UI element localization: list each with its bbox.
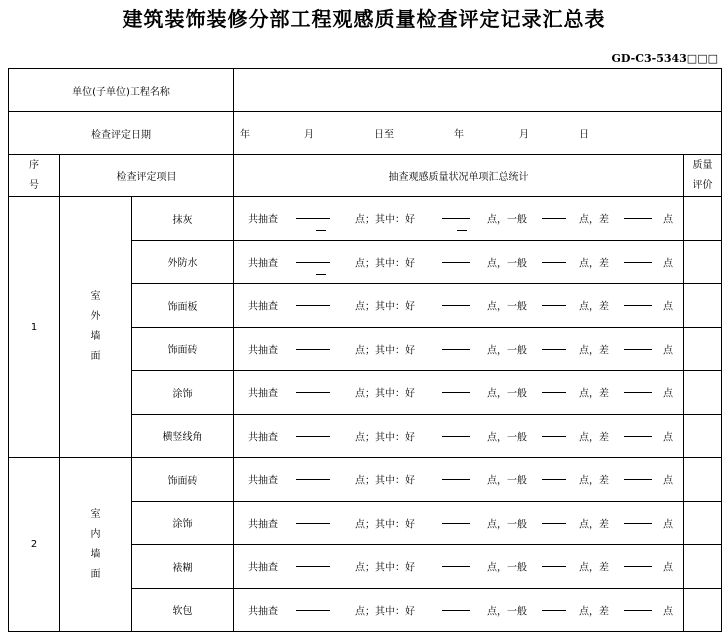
label-normal: 点，一般: [487, 519, 527, 531]
label-bad: 点，差: [579, 606, 609, 618]
item-row: [9, 458, 722, 502]
count-good-blank[interactable]: [442, 479, 470, 480]
label-normal: 点，一般: [487, 388, 527, 400]
label-total: 共抽查: [248, 301, 278, 313]
evaluation-cell[interactable]: [684, 588, 722, 632]
item-header: 检查评定项目: [60, 155, 234, 197]
count-normal-blank[interactable]: [542, 349, 566, 350]
inspection-date-label: 检查评定日期: [9, 112, 234, 155]
count-total-blank[interactable]: [296, 305, 330, 306]
label-bad: 点，差: [579, 519, 609, 531]
label-points: 点: [663, 258, 673, 270]
stat-cell: [234, 197, 684, 241]
count-total-blank[interactable]: [296, 479, 330, 480]
item-name: 饰面板: [132, 284, 234, 328]
count-good-blank[interactable]: [442, 392, 470, 393]
label-bad: 点，差: [579, 345, 609, 357]
date-day-start: 日至: [374, 129, 394, 141]
label-points: 点: [663, 475, 673, 487]
count-bad-blank[interactable]: [624, 305, 652, 306]
label-good: 点；其中：好: [355, 432, 415, 444]
date-month-end: 月: [519, 129, 529, 141]
stat-cell: [234, 588, 684, 632]
stat-cell: [234, 240, 684, 284]
count-total-blank[interactable]: [296, 392, 330, 393]
count-good-blank[interactable]: [442, 349, 470, 350]
count-total-blank[interactable]: [296, 523, 330, 524]
stat-cell: [234, 414, 684, 458]
evaluation-cell[interactable]: [684, 284, 722, 328]
count-total-blank[interactable]: [296, 610, 330, 611]
count-normal-blank[interactable]: [542, 610, 566, 611]
label-bad: 点，差: [579, 258, 609, 270]
count-total-blank[interactable]: [296, 566, 330, 567]
item-row: [9, 197, 722, 241]
label-good: 点；其中：好: [355, 475, 415, 487]
count-good-blank[interactable]: [442, 436, 470, 437]
count-bad-blank[interactable]: [624, 436, 652, 437]
count-normal-blank[interactable]: [542, 305, 566, 306]
summary-table: [8, 68, 722, 632]
label-points: 点: [663, 388, 673, 400]
count-normal-blank[interactable]: [542, 566, 566, 567]
label-points: 点: [663, 519, 673, 531]
label-points: 点: [663, 606, 673, 618]
label-total: 共抽查: [248, 258, 278, 270]
count-normal-blank[interactable]: [542, 262, 566, 263]
evaluation-header: 质量 评价: [684, 155, 722, 197]
label-total: 共抽查: [248, 345, 278, 357]
count-good-blank[interactable]: [442, 305, 470, 306]
label-normal: 点，一般: [487, 606, 527, 618]
label-points: 点: [663, 301, 673, 313]
label-total: 共抽查: [248, 214, 278, 226]
label-points: 点: [663, 214, 673, 226]
project-name-label: 单位(子单位)工程名称: [9, 69, 234, 112]
label-normal: 点，一般: [487, 475, 527, 487]
count-bad-blank[interactable]: [624, 523, 652, 524]
label-points: 点: [663, 432, 673, 444]
label-total: 共抽查: [248, 475, 278, 487]
label-total: 共抽查: [248, 606, 278, 618]
date-year-end: 年: [454, 129, 464, 141]
group-seq: 2: [9, 458, 60, 632]
item-name: 抹灰: [132, 197, 234, 241]
label-good: 点；其中：好: [355, 562, 415, 574]
count-good-blank[interactable]: [442, 523, 470, 524]
label-normal: 点，一般: [487, 301, 527, 313]
count-good-blank[interactable]: [442, 218, 470, 219]
stats-header: 抽查观感质量状况单项汇总统计: [234, 155, 684, 197]
label-normal: 点，一般: [487, 214, 527, 226]
evaluation-cell[interactable]: [684, 240, 722, 284]
group-name: 室 内 墙 面: [60, 458, 132, 632]
label-total: 共抽查: [248, 388, 278, 400]
item-name: 涂饰: [132, 371, 234, 415]
date-year-start: 年: [240, 129, 250, 141]
label-good: 点；其中：好: [355, 606, 415, 618]
inspection-date-field[interactable]: [234, 112, 722, 155]
count-bad-blank[interactable]: [624, 392, 652, 393]
stat-cell: [234, 371, 684, 415]
label-total: 共抽查: [248, 519, 278, 531]
form-title: 建筑装饰装修分部工程观感质量检查评定记录汇总表: [122, 7, 606, 31]
count-normal-blank[interactable]: [542, 523, 566, 524]
count-bad-blank[interactable]: [624, 349, 652, 350]
label-bad: 点，差: [579, 301, 609, 313]
item-name: 外防水: [132, 240, 234, 284]
seq-header: 序 号: [9, 155, 60, 197]
item-name: 横竖线角: [132, 414, 234, 458]
label-points: 点: [663, 562, 673, 574]
evaluation-cell[interactable]: [684, 501, 722, 545]
label-good: 点；其中：好: [355, 214, 415, 226]
label-normal: 点，一般: [487, 345, 527, 357]
count-normal-blank[interactable]: [542, 218, 566, 219]
label-total: 共抽查: [248, 432, 278, 444]
evaluation-cell[interactable]: [684, 371, 722, 415]
label-good: 点；其中：好: [355, 301, 415, 313]
evaluation-cell[interactable]: [684, 327, 722, 371]
label-normal: 点，一般: [487, 258, 527, 270]
count-normal-blank[interactable]: [542, 436, 566, 437]
label-good: 点；其中：好: [355, 519, 415, 531]
count-total-blank[interactable]: [296, 349, 330, 350]
date-day-end: 日: [579, 129, 589, 141]
count-total-blank[interactable]: [296, 218, 330, 219]
evaluation-cell[interactable]: [684, 545, 722, 589]
count-bad-blank[interactable]: [624, 218, 652, 219]
group-seq: 1: [9, 197, 60, 458]
project-name-input[interactable]: [234, 69, 722, 112]
group-name: 室 外 墙 面: [60, 197, 132, 458]
label-good: 点；其中：好: [355, 388, 415, 400]
stat-cell: [234, 284, 684, 328]
stat-cell: [234, 458, 684, 502]
count-bad-blank[interactable]: [624, 566, 652, 567]
evaluation-cell[interactable]: [684, 414, 722, 458]
stat-cell: [234, 545, 684, 589]
label-bad: 点，差: [579, 432, 609, 444]
stat-cell: [234, 327, 684, 371]
count-good-blank[interactable]: [442, 610, 470, 611]
count-good-blank[interactable]: [442, 566, 470, 567]
count-bad-blank[interactable]: [624, 610, 652, 611]
label-bad: 点，差: [579, 214, 609, 226]
label-points: 点: [663, 345, 673, 357]
count-bad-blank[interactable]: [624, 479, 652, 480]
count-normal-blank[interactable]: [542, 392, 566, 393]
label-normal: 点，一般: [487, 562, 527, 574]
evaluation-cell[interactable]: [684, 458, 722, 502]
count-good-blank[interactable]: [442, 262, 470, 263]
label-bad: 点，差: [579, 388, 609, 400]
item-name: 饰面砖: [132, 458, 234, 502]
evaluation-cell[interactable]: [684, 197, 722, 241]
column-header-row: [9, 155, 722, 197]
underline-mark: [316, 274, 326, 275]
label-normal: 点，一般: [487, 432, 527, 444]
form-code: GD-C3-5343□□□: [611, 52, 718, 65]
label-total: 共抽查: [248, 562, 278, 574]
count-total-blank[interactable]: [296, 262, 330, 263]
stat-cell: [234, 501, 684, 545]
count-normal-blank[interactable]: [542, 479, 566, 480]
item-name: 涂饰: [132, 501, 234, 545]
label-bad: 点，差: [579, 475, 609, 487]
project-name-row: [9, 69, 722, 112]
label-good: 点；其中：好: [355, 345, 415, 357]
item-name: 软包: [132, 588, 234, 632]
label-bad: 点，差: [579, 562, 609, 574]
count-bad-blank[interactable]: [624, 262, 652, 263]
count-total-blank[interactable]: [296, 436, 330, 437]
underline-mark: [316, 230, 326, 231]
item-name: 饰面砖: [132, 327, 234, 371]
underline-mark: [457, 230, 467, 231]
item-name: 裱糊: [132, 545, 234, 589]
label-good: 点；其中：好: [355, 258, 415, 270]
date-month-start: 月: [304, 129, 314, 141]
inspection-date-row: [9, 112, 722, 155]
